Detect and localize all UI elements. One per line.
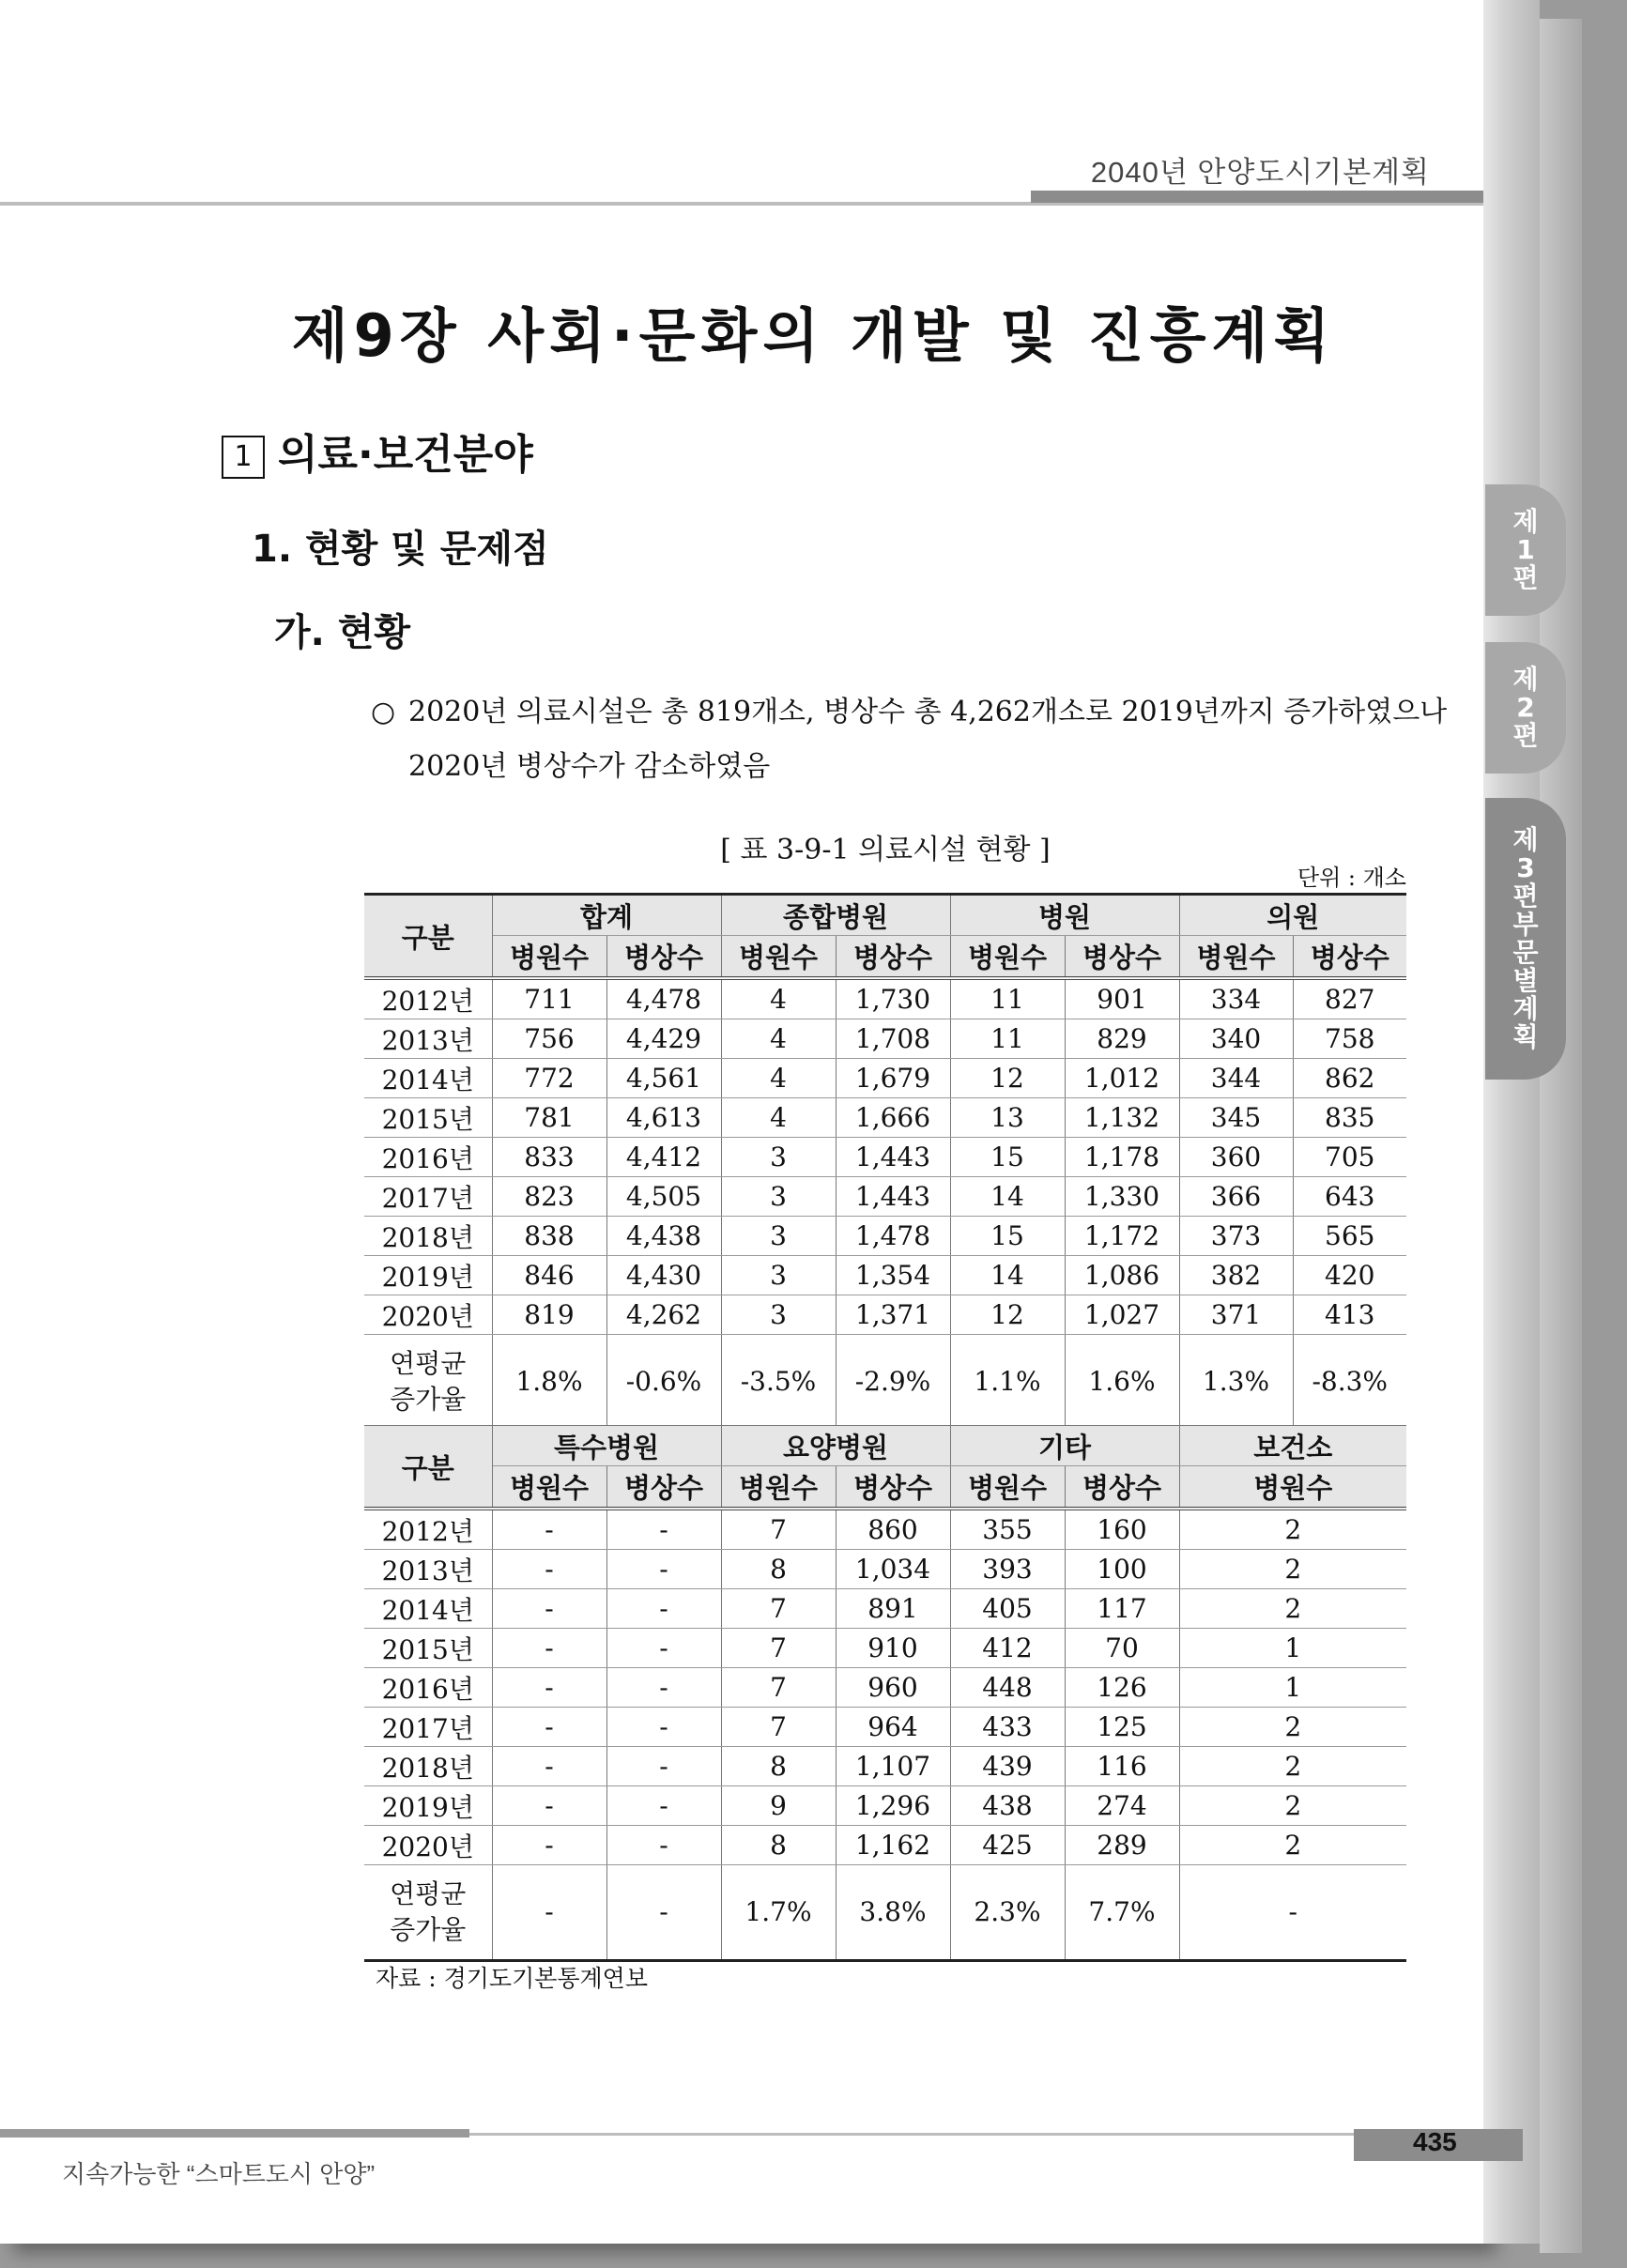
value-cell: 1,162 xyxy=(836,1826,950,1865)
value-cell: 1,666 xyxy=(836,1098,950,1138)
chapter-title-text: 제9장 사회·문화의 개발 및 진흥계획 xyxy=(291,301,1336,370)
table-row xyxy=(364,1786,1406,1826)
bullet-line-2: 2020년 병상수가 감소하였음 xyxy=(408,750,771,783)
avg-label-line: 연평균 xyxy=(390,1348,467,1379)
value-cell: 12 xyxy=(950,1059,1065,1098)
value-cell: 1 xyxy=(1179,1629,1406,1668)
value-cell: 7 xyxy=(721,1668,836,1708)
value-cell: 1,012 xyxy=(1065,1059,1179,1098)
value-cell: 439 xyxy=(950,1747,1065,1786)
value-cell: - xyxy=(606,1550,721,1589)
value-cell: - xyxy=(606,1629,721,1668)
value-cell: 125 xyxy=(1065,1708,1179,1747)
sub-header-cell: 병상수 xyxy=(1293,936,1406,979)
value-cell: 1,296 xyxy=(836,1786,950,1826)
table-row xyxy=(364,1629,1406,1668)
value-cell: 1,354 xyxy=(836,1256,950,1295)
value-cell: 4 xyxy=(721,1098,836,1138)
year-cell: 2014년 xyxy=(364,1589,492,1629)
bullet-line-1: 2020년 의료시설은 총 819개소, 병상수 총 4,262개소로 2019년까지 증가하였으나 xyxy=(408,696,1448,728)
value-cell: 1,034 xyxy=(836,1550,950,1589)
value-cell: 565 xyxy=(1293,1217,1406,1256)
header-group: 기타 xyxy=(950,1426,1179,1466)
sub-header-cell: 병상수 xyxy=(836,936,950,979)
value-cell: 862 xyxy=(1293,1059,1406,1098)
medical-facilities-table-1 xyxy=(364,893,1406,1430)
avg-value-cell: 1.6% xyxy=(1065,1335,1179,1430)
value-cell: 846 xyxy=(492,1256,606,1295)
value-cell: 2 xyxy=(1179,1708,1406,1747)
value-cell: 4,478 xyxy=(606,978,721,1019)
header-cell-category: 구분 xyxy=(364,1426,492,1509)
value-cell: 1,330 xyxy=(1065,1177,1179,1217)
year-cell: 2016년 xyxy=(364,1138,492,1177)
value-cell: 781 xyxy=(492,1098,606,1138)
value-cell: 705 xyxy=(1293,1138,1406,1177)
value-cell: 12 xyxy=(950,1295,1065,1335)
year-cell: 2015년 xyxy=(364,1629,492,1668)
sub-header-cell: 병원수 xyxy=(1179,1466,1406,1509)
value-cell: - xyxy=(492,1589,606,1629)
value-cell: 366 xyxy=(1179,1177,1293,1217)
value-cell: 2 xyxy=(1179,1589,1406,1629)
value-cell: 1,443 xyxy=(836,1138,950,1177)
year-cell: 2012년 xyxy=(364,978,492,1019)
value-cell: 9 xyxy=(721,1786,836,1826)
value-cell: 344 xyxy=(1179,1059,1293,1098)
value-cell: 1,172 xyxy=(1065,1217,1179,1256)
header-cell-category: 구분 xyxy=(364,895,492,979)
running-title: 2040년 안양도시기본계획 xyxy=(1090,156,1430,189)
table-row xyxy=(364,1589,1406,1629)
value-cell: 4,262 xyxy=(606,1295,721,1335)
header-group: 보건소 xyxy=(1179,1426,1406,1466)
year-cell: 2018년 xyxy=(364,1747,492,1786)
value-cell: 758 xyxy=(1293,1019,1406,1059)
value-cell: 756 xyxy=(492,1019,606,1059)
value-cell: 448 xyxy=(950,1668,1065,1708)
value-cell: 117 xyxy=(1065,1589,1179,1629)
sub-header-cell: 병원수 xyxy=(950,1466,1065,1509)
tab-char: 편 xyxy=(1512,562,1539,593)
tab-char: 편 xyxy=(1512,881,1539,912)
year-cell: 2019년 xyxy=(364,1256,492,1295)
table-unit: 단위 : 개소 xyxy=(1297,865,1406,891)
year-cell: 2014년 xyxy=(364,1059,492,1098)
value-cell: 1,478 xyxy=(836,1217,950,1256)
avg-label xyxy=(364,1865,492,1961)
table-row xyxy=(364,1550,1406,1589)
value-cell: - xyxy=(492,1509,606,1550)
value-cell: 334 xyxy=(1179,978,1293,1019)
tab-char: 제 xyxy=(1512,506,1539,537)
avg-value-cell: 1.7% xyxy=(721,1865,836,1961)
value-cell: 2 xyxy=(1179,1747,1406,1786)
value-cell: - xyxy=(606,1708,721,1747)
value-cell: 13 xyxy=(950,1098,1065,1138)
avg-value-cell: -8.3% xyxy=(1293,1335,1406,1430)
value-cell: 412 xyxy=(950,1629,1065,1668)
value-cell: 438 xyxy=(950,1786,1065,1826)
value-cell: 4,412 xyxy=(606,1138,721,1177)
table-row xyxy=(364,1019,1406,1059)
tab-char: 편 xyxy=(1512,720,1539,751)
value-cell: 340 xyxy=(1179,1019,1293,1059)
value-cell: 345 xyxy=(1179,1098,1293,1138)
sub-header-cell: 병상수 xyxy=(1065,936,1179,979)
year-cell: 2017년 xyxy=(364,1708,492,1747)
value-cell: 1,443 xyxy=(836,1177,950,1217)
year-cell: 2012년 xyxy=(364,1509,492,1550)
bullet-circle-icon: ○ xyxy=(371,696,396,728)
value-cell: - xyxy=(492,1629,606,1668)
value-cell: 891 xyxy=(836,1589,950,1629)
value-cell: 2 xyxy=(1179,1509,1406,1550)
value-cell: 100 xyxy=(1065,1550,1179,1589)
value-cell: 1,730 xyxy=(836,978,950,1019)
sub-header-cell: 병원수 xyxy=(950,936,1065,979)
footer-rule-accent xyxy=(0,2129,469,2138)
tab-char: 문 xyxy=(1512,937,1539,968)
sub-header-cell: 병상수 xyxy=(606,1466,721,1509)
avg-value-cell: -3.5% xyxy=(721,1335,836,1430)
year-cell: 2018년 xyxy=(364,1217,492,1256)
value-cell: 4 xyxy=(721,1059,836,1098)
tab-char: 3 xyxy=(1516,852,1535,883)
tab-char: 제 xyxy=(1512,824,1539,855)
tab-char: 1 xyxy=(1516,534,1535,565)
value-cell: 433 xyxy=(950,1708,1065,1747)
sub-header-cell: 병원수 xyxy=(492,1466,606,1509)
avg-value-cell: 2.3% xyxy=(950,1865,1065,1961)
value-cell: 7 xyxy=(721,1509,836,1550)
header-group: 종합병원 xyxy=(721,895,950,936)
table-row xyxy=(364,1256,1406,1295)
chapter-title xyxy=(0,289,1627,373)
value-cell: 3 xyxy=(721,1217,836,1256)
side-tab-part-2[interactable] xyxy=(1485,642,1566,774)
value-cell: 838 xyxy=(492,1217,606,1256)
value-cell: 382 xyxy=(1179,1256,1293,1295)
bullet-paragraph xyxy=(371,685,1448,794)
year-cell: 2015년 xyxy=(364,1098,492,1138)
value-cell: 1,178 xyxy=(1065,1138,1179,1177)
avg-value-cell: - xyxy=(1179,1865,1406,1961)
value-cell: 405 xyxy=(950,1589,1065,1629)
value-cell: 8 xyxy=(721,1747,836,1786)
table-row xyxy=(364,1747,1406,1786)
value-cell: 860 xyxy=(836,1509,950,1550)
value-cell: 910 xyxy=(836,1629,950,1668)
tab-char: 부 xyxy=(1512,909,1539,940)
value-cell: 3 xyxy=(721,1295,836,1335)
sub-header-cell: 병상수 xyxy=(836,1466,950,1509)
avg-label xyxy=(364,1335,492,1430)
value-cell: 1,708 xyxy=(836,1019,950,1059)
value-cell: 643 xyxy=(1293,1177,1406,1217)
value-cell: 1,086 xyxy=(1065,1256,1179,1295)
value-cell: - xyxy=(606,1589,721,1629)
section-number-box: 1 xyxy=(222,436,265,479)
sub-header-cell: 병상수 xyxy=(606,936,721,979)
value-cell: 70 xyxy=(1065,1629,1179,1668)
avg-value-cell: -0.6% xyxy=(606,1335,721,1430)
value-cell: - xyxy=(606,1668,721,1708)
page-number: 435 xyxy=(1413,2127,1457,2156)
header-group: 의원 xyxy=(1179,895,1406,936)
avg-value-cell: 1.3% xyxy=(1179,1335,1293,1430)
tab-char: 획 xyxy=(1512,1021,1539,1052)
avg-value-cell: 7.7% xyxy=(1065,1865,1179,1961)
value-cell: - xyxy=(606,1747,721,1786)
subsection-heading: 1. 현황 및 문제점 xyxy=(252,528,549,571)
value-cell: - xyxy=(492,1826,606,1865)
value-cell: 835 xyxy=(1293,1098,1406,1138)
header-rule-accent xyxy=(1031,191,1483,203)
value-cell: 711 xyxy=(492,978,606,1019)
value-cell: - xyxy=(606,1509,721,1550)
header-group: 합계 xyxy=(492,895,721,936)
year-cell: 2020년 xyxy=(364,1826,492,1865)
value-cell: 4,430 xyxy=(606,1256,721,1295)
value-cell: - xyxy=(492,1786,606,1826)
year-cell: 2017년 xyxy=(364,1177,492,1217)
value-cell: 15 xyxy=(950,1217,1065,1256)
value-cell: 7 xyxy=(721,1589,836,1629)
table-row xyxy=(364,1295,1406,1335)
avg-label-line: 증가율 xyxy=(390,1384,467,1415)
value-cell: 2 xyxy=(1179,1786,1406,1826)
avg-value-cell: 1.8% xyxy=(492,1335,606,1430)
table-source: 자료 : 경기도기본통계연보 xyxy=(376,1965,648,1992)
header-group: 병원 xyxy=(950,895,1179,936)
value-cell: 4,438 xyxy=(606,1217,721,1256)
avg-label-line: 증가율 xyxy=(390,1914,467,1945)
value-cell: 160 xyxy=(1065,1509,1179,1550)
value-cell: 11 xyxy=(950,978,1065,1019)
avg-value-cell: -2.9% xyxy=(836,1335,950,1430)
value-cell: 355 xyxy=(950,1509,1065,1550)
sub-header-cell: 병원수 xyxy=(492,936,606,979)
value-cell: - xyxy=(606,1786,721,1826)
value-cell: 4 xyxy=(721,978,836,1019)
value-cell: 274 xyxy=(1065,1786,1179,1826)
table-row xyxy=(364,1826,1406,1865)
value-cell: 1,132 xyxy=(1065,1098,1179,1138)
value-cell: 393 xyxy=(950,1550,1065,1589)
value-cell: - xyxy=(492,1550,606,1589)
value-cell: 4,613 xyxy=(606,1098,721,1138)
table-row xyxy=(364,1708,1406,1747)
value-cell: 413 xyxy=(1293,1295,1406,1335)
header-group: 요양병원 xyxy=(721,1426,950,1466)
value-cell: 829 xyxy=(1065,1019,1179,1059)
value-cell: - xyxy=(492,1668,606,1708)
value-cell: 901 xyxy=(1065,978,1179,1019)
table-row xyxy=(364,1668,1406,1708)
sub-header-cell: 병원수 xyxy=(1179,936,1293,979)
table-row xyxy=(364,1138,1406,1177)
tab-char: 2 xyxy=(1516,692,1535,723)
value-cell: 960 xyxy=(836,1668,950,1708)
value-cell: - xyxy=(492,1708,606,1747)
footer-slogan: 지속가능한 “스마트도시 안양” xyxy=(62,2160,376,2188)
value-cell: 126 xyxy=(1065,1668,1179,1708)
value-cell: 4,505 xyxy=(606,1177,721,1217)
avg-value-cell: - xyxy=(492,1865,606,1961)
value-cell: 4,561 xyxy=(606,1059,721,1098)
avg-value-cell: - xyxy=(606,1865,721,1961)
avg-label-line: 연평균 xyxy=(390,1878,467,1909)
sub-header-cell: 병원수 xyxy=(721,1466,836,1509)
value-cell: 1,107 xyxy=(836,1747,950,1786)
avg-value-cell: 3.8% xyxy=(836,1865,950,1961)
avg-value-cell: 1.1% xyxy=(950,1335,1065,1430)
value-cell: 360 xyxy=(1179,1138,1293,1177)
table-row xyxy=(364,978,1406,1019)
value-cell: 827 xyxy=(1293,978,1406,1019)
value-cell: 4,429 xyxy=(606,1019,721,1059)
table-row xyxy=(364,1509,1406,1550)
table-row xyxy=(364,1177,1406,1217)
year-cell: 2013년 xyxy=(364,1550,492,1589)
value-cell: - xyxy=(492,1747,606,1786)
section-title: 의료·보건분야 xyxy=(278,431,533,479)
sub-header-cell: 병원수 xyxy=(721,936,836,979)
value-cell: 3 xyxy=(721,1177,836,1217)
value-cell: 1,027 xyxy=(1065,1295,1179,1335)
value-cell: 833 xyxy=(492,1138,606,1177)
subsubsection-heading: 가. 현황 xyxy=(274,611,411,654)
value-cell: 371 xyxy=(1179,1295,1293,1335)
value-cell: 8 xyxy=(721,1826,836,1865)
value-cell: 11 xyxy=(950,1019,1065,1059)
table-title: [ 표 3-9-1 의료시설 현황 ] xyxy=(720,834,1051,866)
value-cell: 3 xyxy=(721,1256,836,1295)
year-cell: 2016년 xyxy=(364,1668,492,1708)
tab-char: 제 xyxy=(1512,664,1539,695)
year-cell: 2013년 xyxy=(364,1019,492,1059)
tab-char: 계 xyxy=(1512,993,1539,1024)
table-row xyxy=(364,1098,1406,1138)
side-tab-part-1[interactable] xyxy=(1485,484,1566,616)
value-cell: - xyxy=(606,1826,721,1865)
header-group: 특수병원 xyxy=(492,1426,721,1466)
medical-facilities-table-2 xyxy=(364,1425,1406,1962)
year-cell: 2019년 xyxy=(364,1786,492,1826)
table-row xyxy=(364,1217,1406,1256)
value-cell: 3 xyxy=(721,1138,836,1177)
value-cell: 14 xyxy=(950,1177,1065,1217)
value-cell: 14 xyxy=(950,1256,1065,1295)
sub-header-cell: 병상수 xyxy=(1065,1466,1179,1509)
value-cell: 7 xyxy=(721,1708,836,1747)
value-cell: 116 xyxy=(1065,1747,1179,1786)
value-cell: 425 xyxy=(950,1826,1065,1865)
value-cell: 1 xyxy=(1179,1668,1406,1708)
value-cell: 823 xyxy=(492,1177,606,1217)
value-cell: 1,371 xyxy=(836,1295,950,1335)
year-cell: 2020년 xyxy=(364,1295,492,1335)
value-cell: 1,679 xyxy=(836,1059,950,1098)
value-cell: 2 xyxy=(1179,1550,1406,1589)
value-cell: 8 xyxy=(721,1550,836,1589)
tab-char: 별 xyxy=(1512,965,1539,996)
table-row xyxy=(364,1059,1406,1098)
section-heading xyxy=(222,421,533,481)
value-cell: 289 xyxy=(1065,1826,1179,1865)
value-cell: 7 xyxy=(721,1629,836,1668)
side-tab-part-3[interactable] xyxy=(1485,798,1566,1080)
value-cell: 373 xyxy=(1179,1217,1293,1256)
value-cell: 772 xyxy=(492,1059,606,1098)
value-cell: 4 xyxy=(721,1019,836,1059)
value-cell: 2 xyxy=(1179,1826,1406,1865)
value-cell: 964 xyxy=(836,1708,950,1747)
value-cell: 420 xyxy=(1293,1256,1406,1295)
value-cell: 819 xyxy=(492,1295,606,1335)
value-cell: 15 xyxy=(950,1138,1065,1177)
